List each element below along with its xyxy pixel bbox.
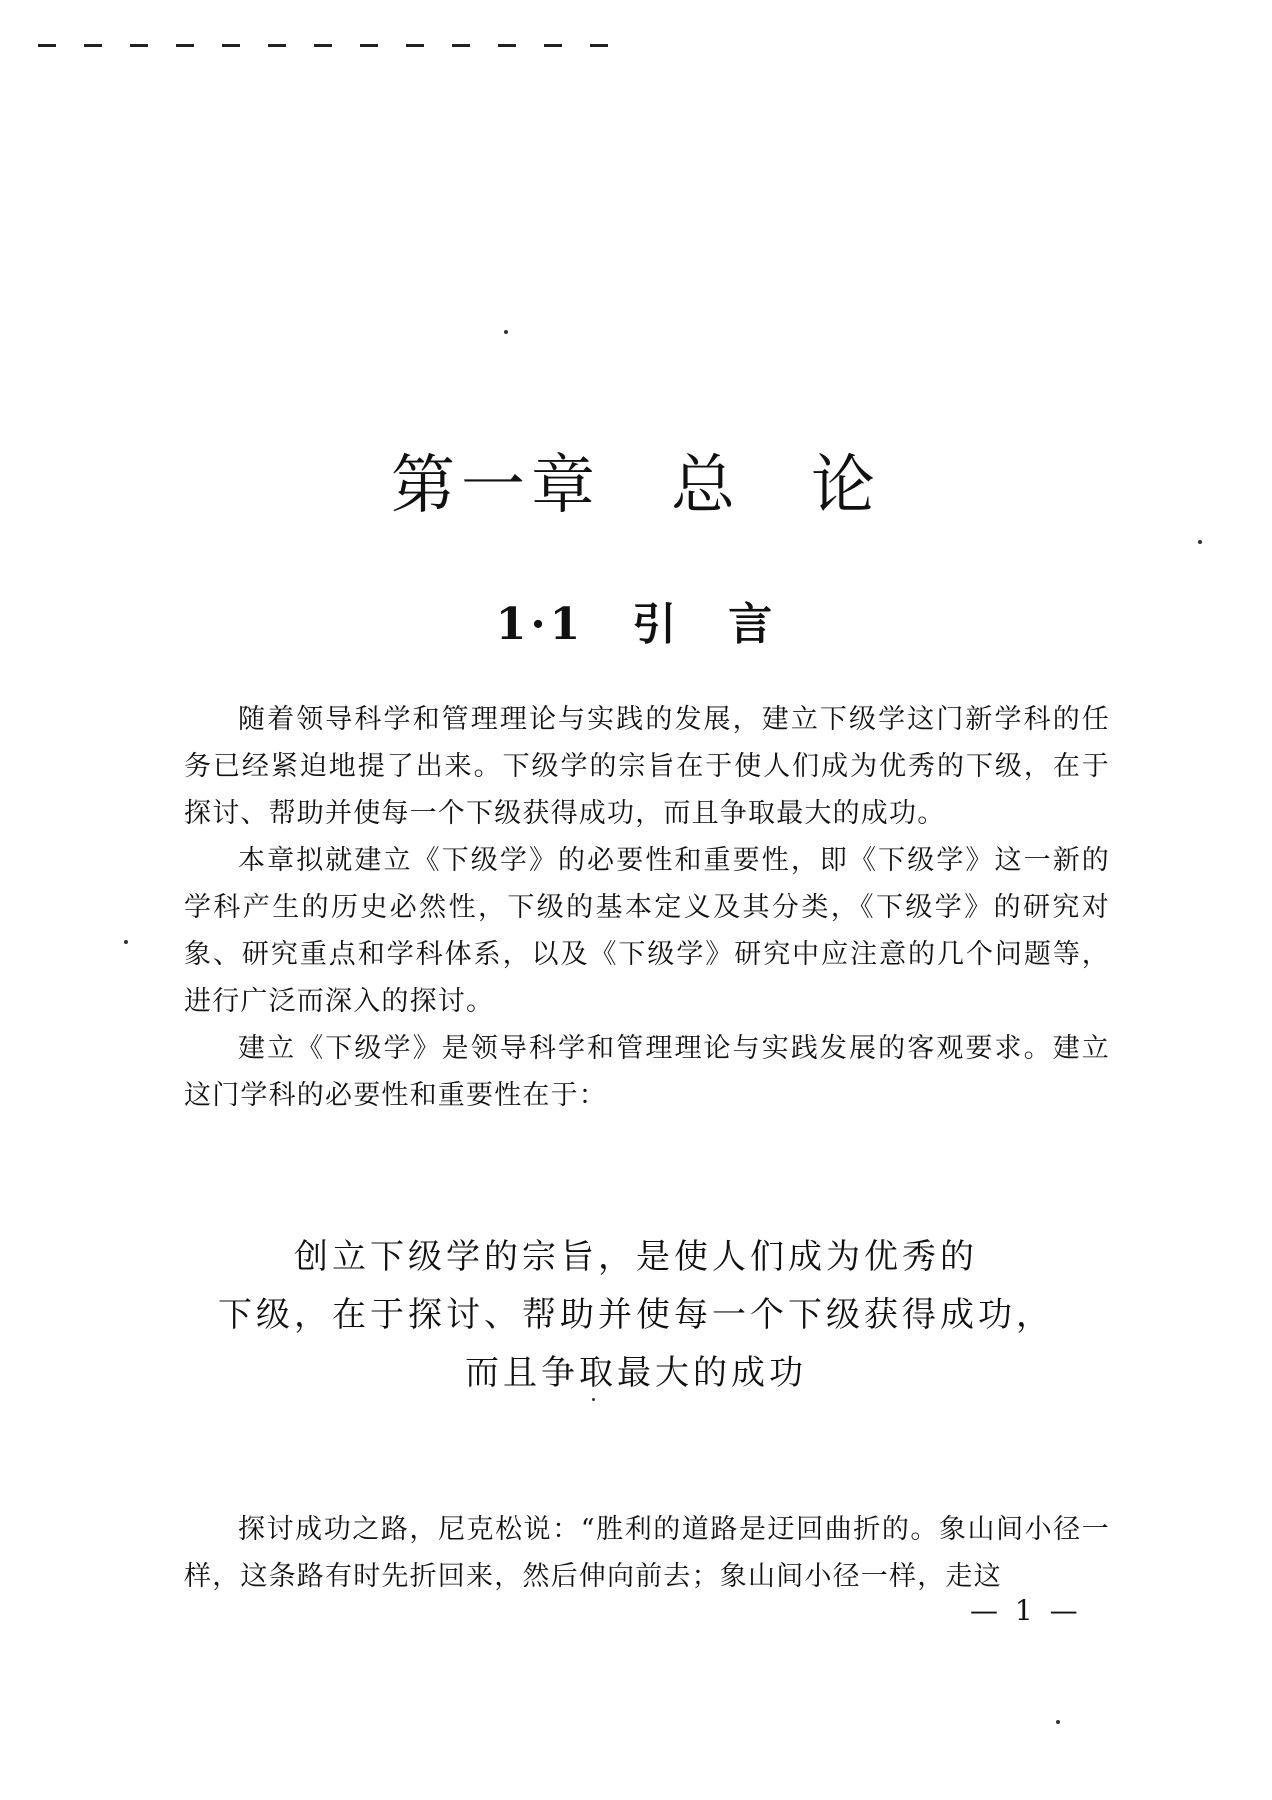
closing-text-block [184,1506,1110,1600]
closing-paragraph: 探讨成功之路，尼克松说：“胜利的道路是迂回曲折的。象山间小径一样，这条路有时先折回来，然后伸向前去；象山间小径一样，走这 [184,1514,1110,1592]
section-title: 1·1 引 言 [495,599,777,650]
scan-speck [1056,1720,1060,1724]
top-dashed-rule [38,44,613,47]
callout-line: 下级，在于探讨、帮助并使每一个下级获得成功， [218,1295,1054,1335]
scan-speck [1198,540,1202,544]
chapter-title: 第一章 总 论 [391,449,881,523]
paragraph-1: 随着领导科学和管理理论与实践的发展，建立下级学这门新学科的任务已经紧迫地提了出来。下级学的宗旨在于使人们成为优秀的下级，在于探讨、帮助并使每一个下级获得成功，而且争取最大的成功。 [184,704,1110,829]
intro-text-block [184,696,1110,1119]
callout-quote [0,1228,1272,1402]
scan-speck [124,940,128,944]
page-number: — 1 — [970,1594,1082,1627]
scan-speck [592,1398,595,1401]
callout-line: 而且争取最大的成功 [465,1353,807,1393]
callout-line: 创立下级学的宗旨，是使人们成为优秀的 [294,1237,978,1277]
scan-speck [504,330,508,334]
paragraph-3: 建立《下级学》是领导科学和管理理论与实践发展的客观要求。建立这门学科的必要性和重要性在于： [184,1033,1110,1111]
paragraph-2: 本章拟就建立《下级学》的必要性和重要性，即《下级学》这一新的学科产生的历史必然性，下级的基本定义及其分类，《下级学》的研究对象、研究重点和学科体系，以及《下级学》研究中应注意的几个问题等，进行广泛而深入的探讨。 [184,845,1110,1017]
